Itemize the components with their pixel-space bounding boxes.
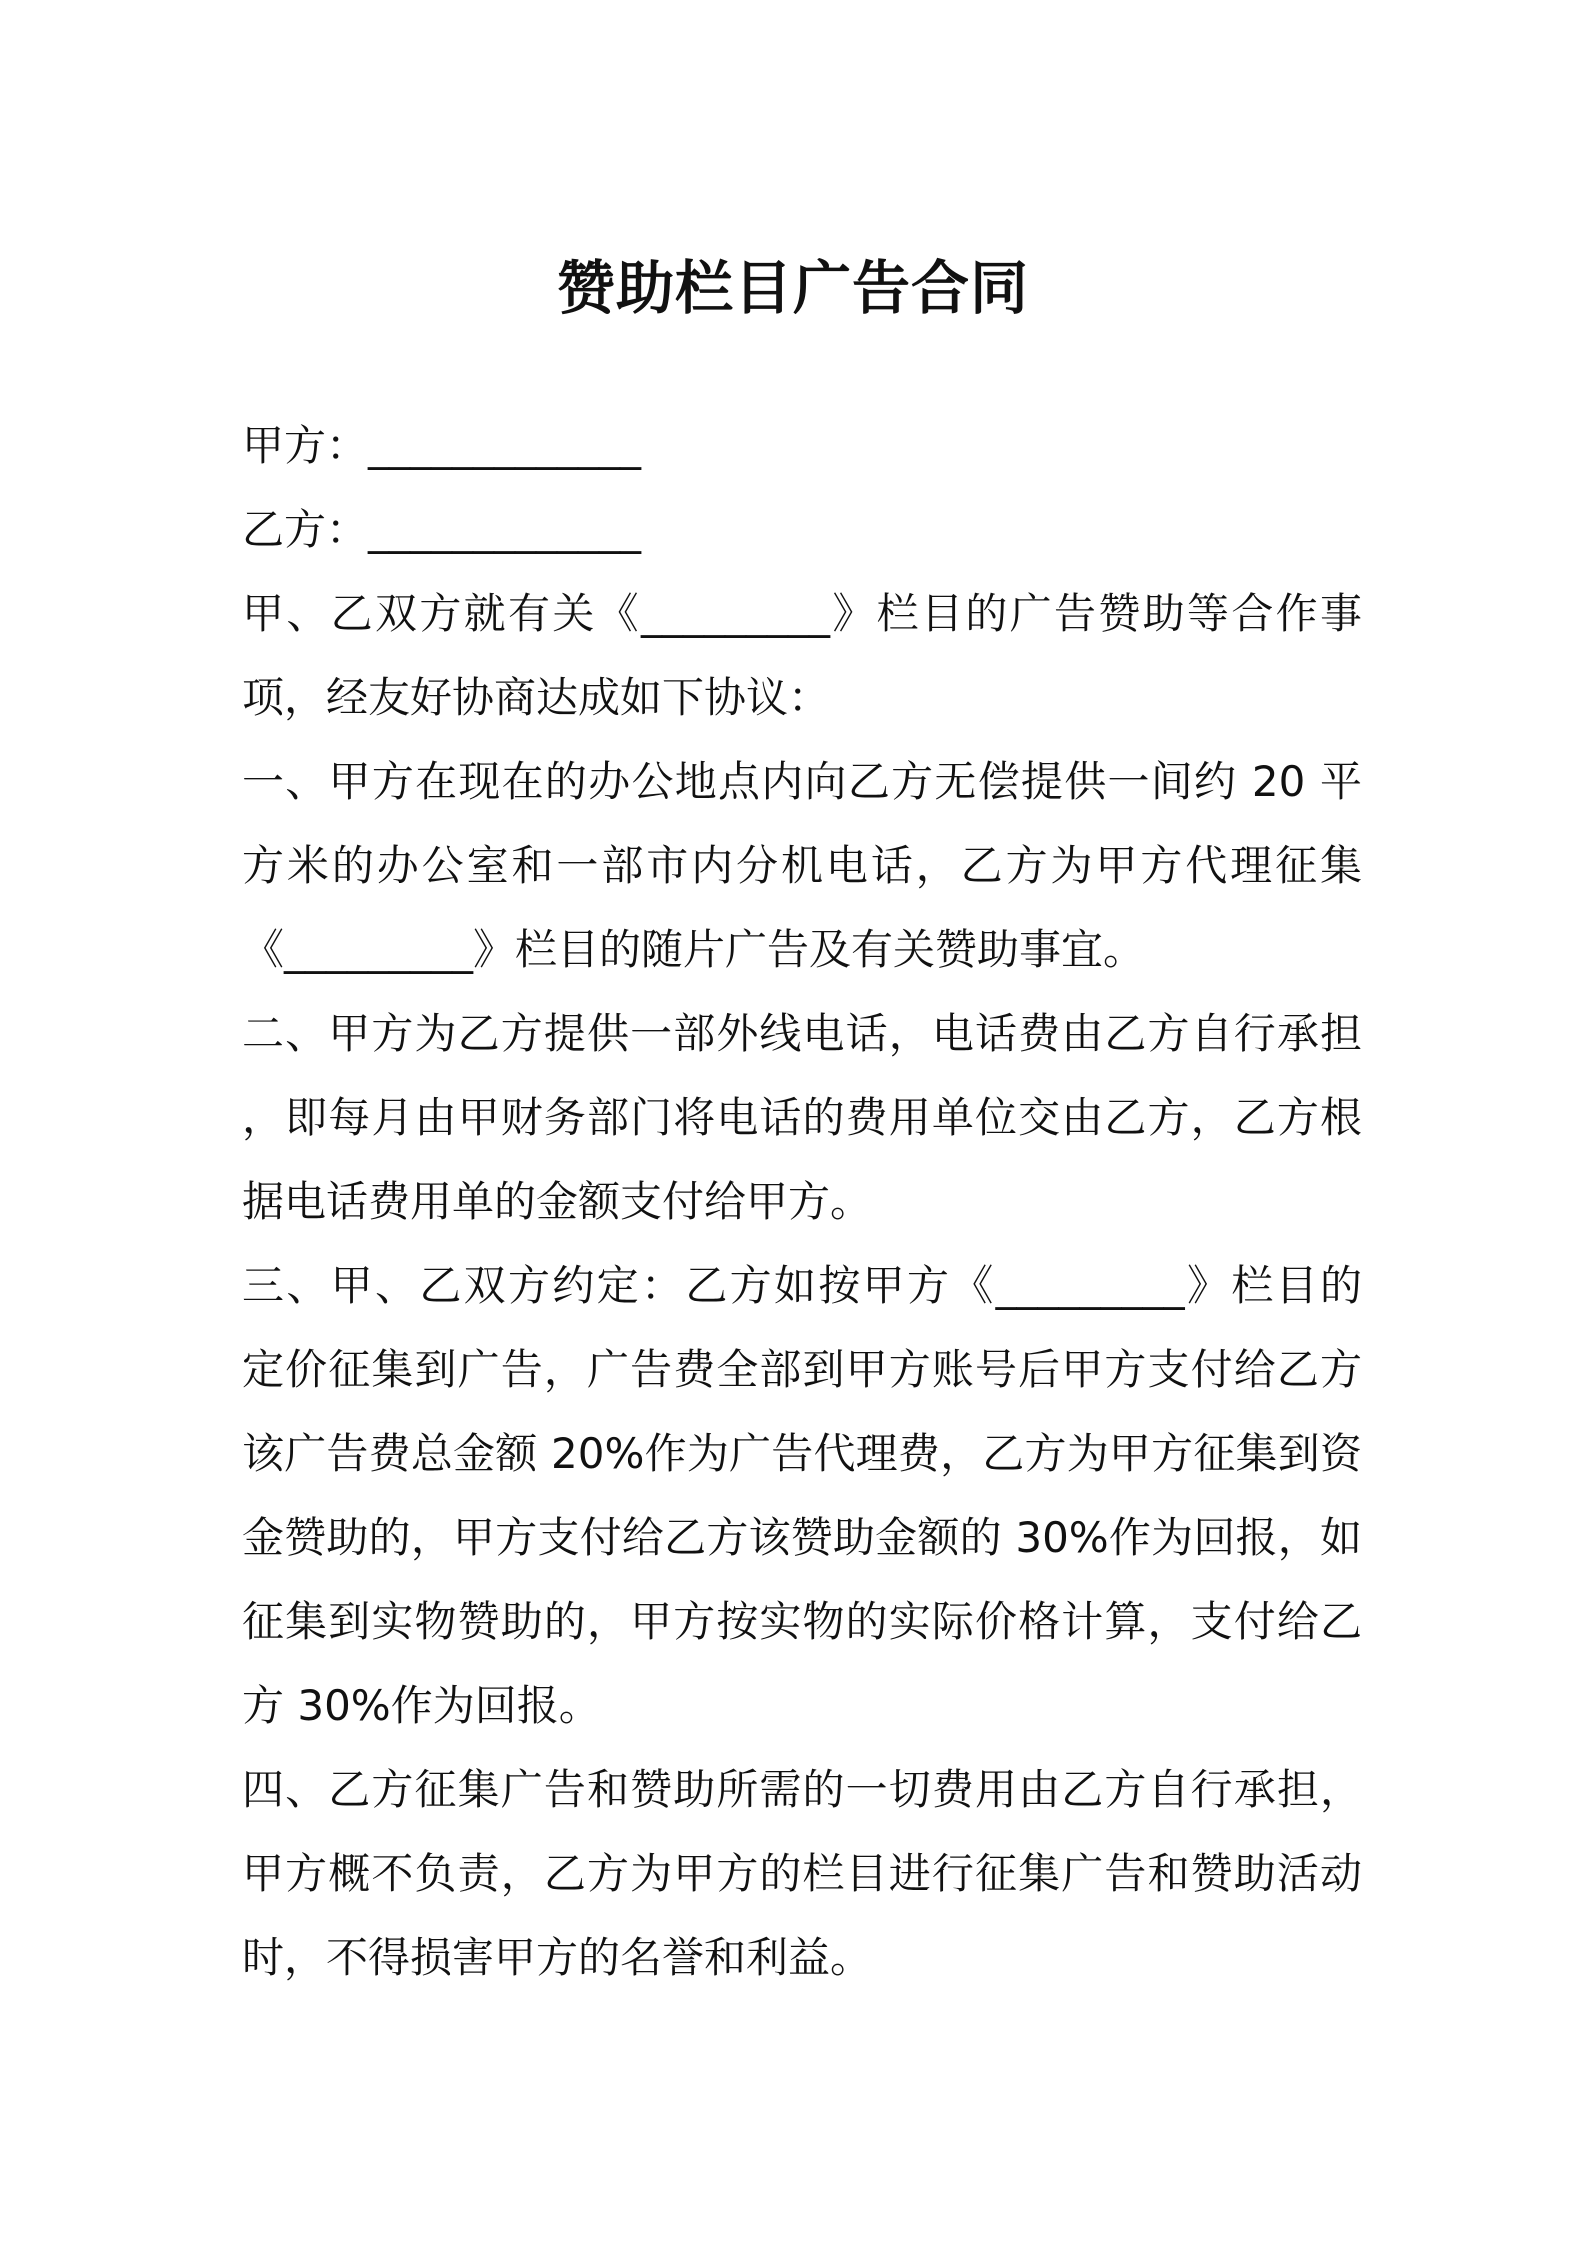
clause-1-line-1: 一、甲方在现在的办公地点内向乙方无偿提供一间约 20 平: [242, 757, 1362, 806]
clause-4-line-3: 时，不得损害甲方的名誉和利益。: [242, 1933, 873, 1982]
party-a-line: 甲方：_____________: [242, 421, 642, 470]
intro-line-2: 项，经友好协商达成如下协议：: [242, 673, 831, 722]
clause-2-line-2: ，即每月由甲财务部门将电话的费用单位交由乙方，乙方根: [242, 1093, 1362, 1142]
party-b-line: 乙方：_____________: [242, 505, 642, 554]
clause-1-line-3: 《_________》栏目的随片广告及有关赞助事宜。: [242, 925, 1146, 974]
clause-3-line-1: 三、甲、乙双方约定：乙方如按甲方《_________》栏目的: [242, 1261, 1362, 1310]
clause-3-line-5: 征集到实物赞助的，甲方按实物的实际价格计算，支付给乙: [242, 1597, 1362, 1646]
clause-3-line-2: 定价征集到广告，广告费全部到甲方账号后甲方支付给乙方: [242, 1345, 1362, 1394]
clause-4-line-1: 四、乙方征集广告和赞助所需的一切费用由乙方自行承担，: [242, 1765, 1362, 1814]
clause-2-line-1: 二、甲方为乙方提供一部外线电话，电话费由乙方自行承担: [242, 1009, 1362, 1058]
clause-1-line-2: 方米的办公室和一部市内分机电话，乙方为甲方代理征集: [242, 841, 1362, 890]
clause-2-line-3: 据电话费用单的金额支付给甲方。: [242, 1177, 873, 1226]
intro-line-1: 甲、乙双方就有关《_________》栏目的广告赞助等合作事: [242, 589, 1362, 638]
clause-3-line-6: 方 30%作为回报。: [242, 1681, 601, 1730]
contract-title: 赞助栏目广告合同: [556, 254, 1029, 322]
clause-3-line-3: 该广告费总金额 20%作为广告代理费，乙方为甲方征集到资: [242, 1429, 1362, 1478]
contract-body: [242, 404, 1362, 2000]
clause-4-line-2: 甲方概不负责，乙方为甲方的栏目进行征集广告和赞助活动: [242, 1849, 1362, 1898]
clause-3-line-4: 金赞助的，甲方支付给乙方该赞助金额的 30%作为回报，如: [242, 1513, 1362, 1562]
